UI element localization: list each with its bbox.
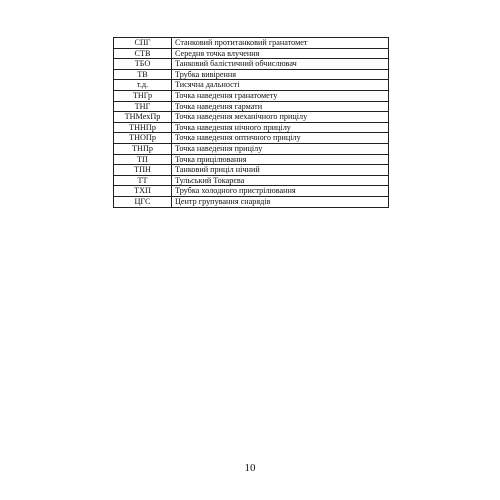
description-cell: Тульський Токарєва [172,175,389,186]
abbreviation-cell: ТВ [114,69,172,80]
table-row [114,101,389,112]
abbreviation-cell: ТБО [114,59,172,70]
abbreviation-cell: ТНГр [114,90,172,101]
table-row [114,143,389,154]
description-cell: Центр групування снарядів [172,196,389,207]
abbreviations-table-body [114,38,389,208]
description-cell: Станковий протитанковий гранатомет [172,38,389,49]
abbreviation-cell: ТНМехПр [114,112,172,123]
table-row [114,112,389,123]
table-row [114,122,389,133]
table-row [114,175,389,186]
abbreviation-cell: ТТ [114,175,172,186]
abbreviation-cell: ТНОПр [114,133,172,144]
abbreviations-table [113,37,389,208]
abbreviation-cell: т.д. [114,80,172,91]
table-row [114,196,389,207]
table-row [114,186,389,197]
abbreviation-cell: ТХП [114,186,172,197]
description-cell: Точка наведення оптичного прицілу [172,133,389,144]
description-cell: Танковий балістичний обчислювач [172,59,389,70]
abbreviation-cell: ЦГС [114,196,172,207]
description-cell: Танковий приціл нічний [172,165,389,176]
description-cell: Середня точка влучення [172,48,389,59]
abbreviation-cell: ТП [114,154,172,165]
table-row [114,69,389,80]
abbreviation-cell: СТВ [114,48,172,59]
table-row [114,48,389,59]
table-row [114,154,389,165]
description-cell: Трубка вивірення [172,69,389,80]
abbreviation-cell: ТНПр [114,143,172,154]
description-cell: Тисячна дальності [172,80,389,91]
table-row [114,80,389,91]
description-cell: Точка наведення прицілу [172,143,389,154]
description-cell: Точка наведення гранатомету [172,90,389,101]
abbreviation-cell: СПГ [114,38,172,49]
description-cell: Точка наведення гармати [172,101,389,112]
abbreviation-cell: ТНГ [114,101,172,112]
abbreviation-cell: ТПН [114,165,172,176]
description-cell: Трубка холодного пристрілювання [172,186,389,197]
page-number: 10 [244,462,256,474]
abbreviation-cell: ТННПр [114,122,172,133]
description-cell: Точка наведення механічного прицілу [172,112,389,123]
table-row [114,59,389,70]
description-cell: Точка прицілювання [172,154,389,165]
table-row [114,165,389,176]
description-cell: Точка наведення нічного прицілу [172,122,389,133]
table-row [114,90,389,101]
table-row [114,38,389,49]
table-row [114,133,389,144]
